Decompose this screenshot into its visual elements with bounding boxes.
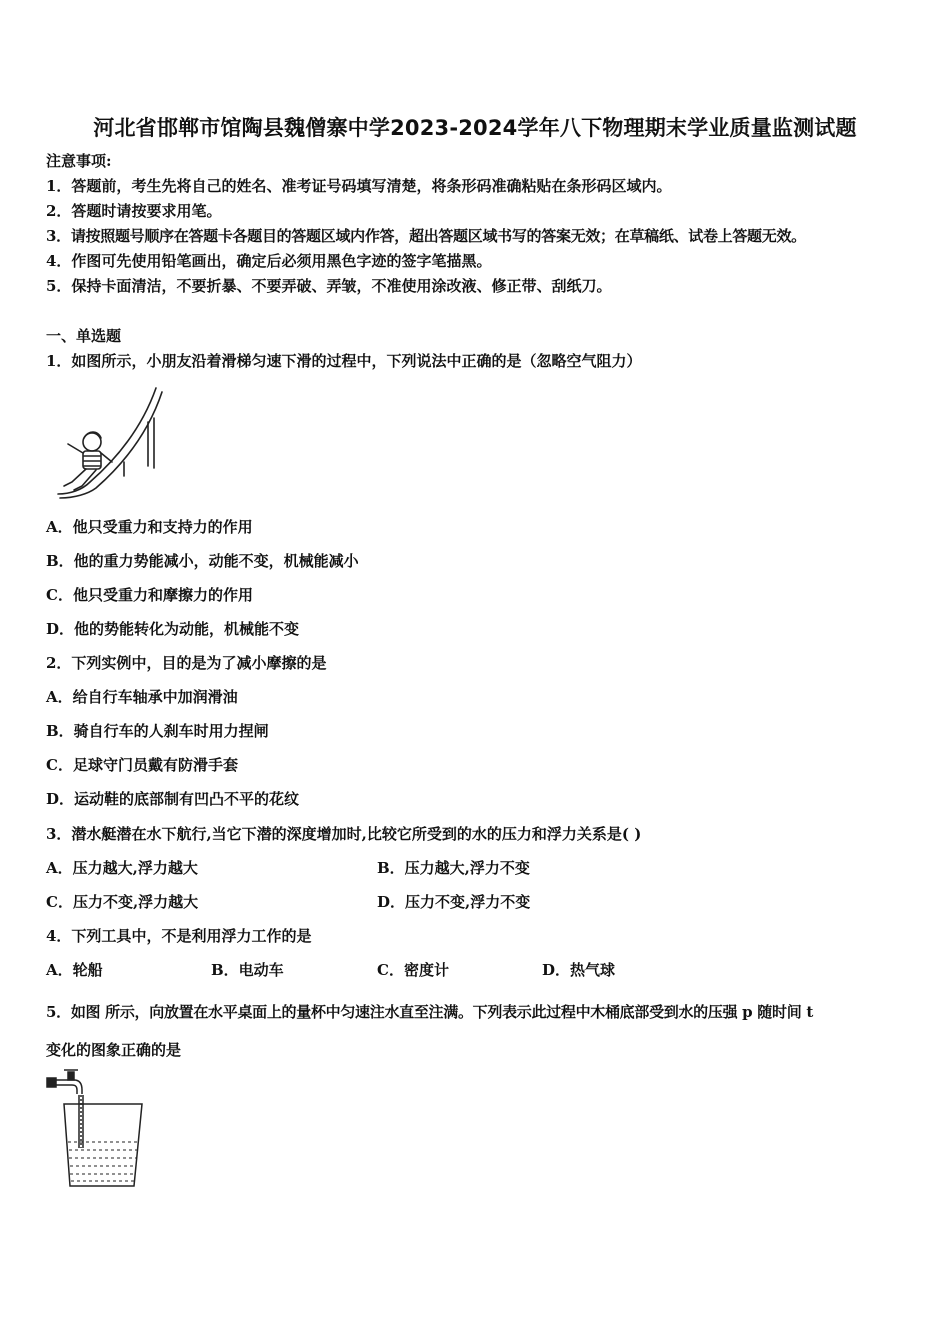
question-4-option-c: C．密度计 <box>377 961 449 979</box>
question-2-stem: 2．下列实例中，目的是为了减小摩擦的是 <box>46 654 327 672</box>
slide-illustration <box>44 382 166 500</box>
question-1-stem: 1．如图所示，小朋友沿着滑梯匀速下滑的过程中，下列说法中正确的是（忽略空气阻力） <box>46 352 642 370</box>
question-3-option-c: C．压力不变,浮力越大 <box>46 893 199 911</box>
notice-item: 2．答题时请按要求用笔。 <box>46 202 222 220</box>
question-4-option-b: B．电动车 <box>211 961 284 979</box>
question-3-stem: 3．潜水艇潜在水下航行,当它下潜的深度增加时,比较它所受到的水的压力和浮力关系是( ) <box>46 825 642 843</box>
question-2-option-d: D．运动鞋的底部制有凹凸不平的花纹 <box>46 790 300 808</box>
question-2-option-c: C．足球守门员戴有防滑手套 <box>46 756 238 774</box>
question-1-option-d: D．他的势能转化为动能，机械能不变 <box>46 620 300 638</box>
question-5-stem: 5．如图 所示，向放置在水平桌面上的量杯中匀速注水直至注满。下列表示此过程中木桶底部受到水的压强 p 随时间 t <box>46 1003 813 1021</box>
question-2-option-b: B．骑自行车的人刹车时用力捏闸 <box>46 722 269 740</box>
section-heading: 一、单选题 <box>46 327 122 345</box>
question-4-option-d: D．热气球 <box>542 961 616 979</box>
notice-item: 1．答题前，考生先将自己的姓名、准考证号码填写清楚，将条形码准确粘贴在条形码区域内。 <box>46 177 672 195</box>
notice-item: 4．作图可先使用铅笔画出，确定后必须用黑色字迹的签字笔描黑。 <box>46 252 492 270</box>
notice-item: 5．保持卡面清洁，不要折暴、不要弄破、弄皱，不准使用涂改液、修正带、刮纸刀。 <box>46 277 612 295</box>
question-4-option-a: A．轮船 <box>46 961 103 979</box>
notice-item: 3．请按照题号顺序在答题卡各题目的答题区域内作答，超出答题区域书写的答案无效；在草稿纸、试卷上答题无效。 <box>46 227 806 245</box>
question-2-option-a: A．给自行车轴承中加润滑油 <box>46 688 238 706</box>
question-1-option-c: C．他只受重力和摩擦力的作用 <box>46 586 253 604</box>
question-3-option-b: B．压力越大,浮力不变 <box>377 859 530 877</box>
question-1-option-a: A．他只受重力和支持力的作用 <box>46 518 253 536</box>
question-1-option-b: B．他的重力势能减小，动能不变，机械能减小 <box>46 552 359 570</box>
cup-faucet-illustration <box>44 1068 146 1190</box>
question-5-stem-continued: 变化的图象正确的是 <box>46 1041 182 1059</box>
page-title: 河北省邯郸市馆陶县魏僧寨中学2023-2024学年八下物理期末学业质量监测试题 <box>93 116 857 140</box>
question-3-option-d: D．压力不变,浮力不变 <box>377 893 531 911</box>
question-3-option-a: A．压力越大,浮力越大 <box>46 859 198 877</box>
notice-heading: 注意事项: <box>46 152 112 170</box>
question-4-stem: 4．下列工具中，不是利用浮力工作的是 <box>46 927 312 945</box>
